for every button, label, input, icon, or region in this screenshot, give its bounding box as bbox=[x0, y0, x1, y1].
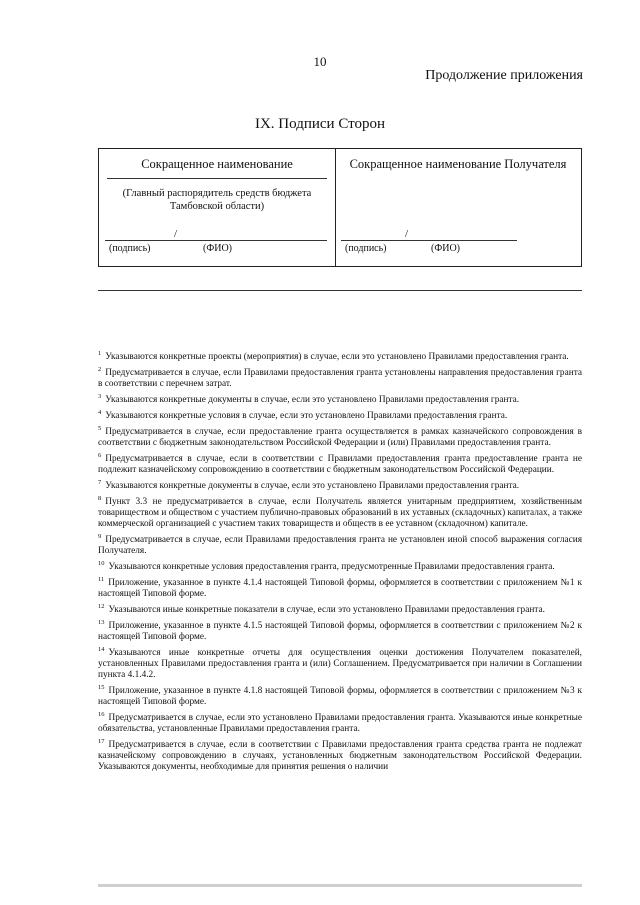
footnote bbox=[98, 618, 582, 643]
footnote bbox=[98, 575, 582, 600]
footnote-text: Указываются конкретные документы в случае, если это установлено Правилами предоставления гранта. bbox=[105, 481, 520, 492]
footnote bbox=[98, 365, 582, 390]
footnote-text: Указываются иные конкретные отчеты для осуществления оценки достижения Получателем показателей, установленных Правилами предоставления гранта и (или) Соглашением. Предусматривается при наличии в Соглашении пункта 4.1.4.2. bbox=[98, 648, 582, 681]
footnotes-list bbox=[98, 349, 582, 775]
grantor-heading: Сокращенное наименование bbox=[141, 157, 293, 171]
footnote-number: 15 bbox=[98, 684, 105, 692]
footnote bbox=[98, 451, 582, 476]
footnote-number: 8 bbox=[98, 495, 102, 503]
footnote bbox=[98, 408, 582, 422]
footnote-text: Пункт 3.3 не предусматривается в случае, если Получатель является унитарным предприятием, хозяйственным товариществом и обществом с участием публично-правовых образований в их уставных (складочных) капиталах, а также коммерческой организацией с участием таких товариществ и обществ в ее уставном (складочном) капитале. bbox=[98, 497, 582, 530]
footnote-number: 17 bbox=[98, 738, 105, 746]
footnote-text: Указываются конкретные документы в случае, если это установлено Правилами предоставления гранта. bbox=[105, 395, 520, 406]
footnote-number: 7 bbox=[98, 479, 102, 487]
footnote-number: 16 bbox=[98, 711, 105, 719]
footnote-text: Предусматривается в случае, если в соответствии с Правилами предоставления гранта предоставление гранта не подлежит казначейскому сопровождению в соответствии с бюджетным законодательством Российской Федерации. bbox=[98, 454, 582, 476]
appendix-continuation-label: Продолжение приложения bbox=[425, 68, 583, 83]
recipient-signature-caption: (подпись) bbox=[345, 243, 387, 254]
footnote-text: Предусматривается в случае, если предоставление гранта осуществляется в рамках казначейского сопровождения в соответствии с бюджетным законодательством Российской Федерации и (или) Правилами предоставления гранта. bbox=[98, 427, 582, 449]
footnote-text: Предусматривается в случае, если это установлено Правилами предоставления гранта. Указываются иные конкретные обязательства, установленные Правилами предоставления гранта. bbox=[98, 713, 582, 735]
page-number: 10 bbox=[313, 54, 327, 69]
footnote bbox=[98, 559, 582, 573]
grantor-subtitle-line2: Тамбовской области) bbox=[169, 201, 265, 212]
grantor-subtitle-line1: (Главный распорядитель средств бюджета bbox=[122, 188, 312, 199]
signatures-table bbox=[98, 148, 582, 267]
recipient-signature-line bbox=[341, 240, 517, 241]
footnote bbox=[98, 645, 582, 681]
footnote-text: Указываются конкретные проекты (мероприятия) в случае, если это установлено Правилами предоставления гранта. bbox=[105, 352, 569, 362]
grantor-signature-caption: (подпись) bbox=[109, 243, 151, 254]
footnote-text: Указываются конкретные условия предоставления гранта, предусмотренные Правилами предоставления гранта. bbox=[108, 562, 555, 573]
footnote-number: 4 bbox=[98, 409, 102, 417]
recipient-heading: Сокращенное наименование Получателя bbox=[349, 157, 567, 171]
footnote-text: Предусматривается в случае, если Правилами предоставления гранта не установлен иной способ выражения согласия Получателя. bbox=[98, 535, 582, 557]
footnote bbox=[98, 478, 582, 492]
recipient-signature-slash: / bbox=[405, 228, 409, 240]
footnote-number: 1 bbox=[98, 350, 102, 357]
footnote-number: 3 bbox=[98, 393, 102, 401]
footnote-text: Предусматривается в случае, если в соответствии с Правилами предоставления гранта средства гранта не подлежат казначейскому сопровождению в случаях, установленных бюджетным законодательством Российской Федерации. Указываются документы, необходимые для принятия решения о наличии bbox=[98, 740, 582, 773]
footnote-text: Предусматривается в случае, если Правилами предоставления гранта установлены направления предоставления гранта в соответствии с перечнем затрат. bbox=[98, 368, 582, 389]
grantor-signature-line bbox=[105, 240, 327, 241]
grantor-signature-slash: / bbox=[174, 228, 178, 240]
footnote bbox=[98, 737, 582, 773]
section-divider bbox=[98, 290, 582, 291]
footnote bbox=[98, 683, 582, 708]
scan-edge-artifact bbox=[98, 884, 582, 887]
section-title: IX. Подписи Сторон bbox=[254, 116, 386, 132]
footnote-text: Приложение, указанное в пункте 4.1.5 настоящей Типовой формы, оформляется в соответствии с приложением №2 к настоящей Типовой форме. bbox=[98, 621, 582, 643]
footnote bbox=[98, 710, 582, 735]
footnote bbox=[98, 494, 582, 530]
grantor-name-line bbox=[107, 178, 327, 179]
grantor-name-caption: (ФИО) bbox=[203, 243, 233, 254]
footnote bbox=[98, 349, 582, 363]
footnote-number: 2 bbox=[98, 366, 102, 374]
signature-block-grantor bbox=[99, 149, 336, 266]
footnote bbox=[98, 424, 582, 449]
footnote-number: 10 bbox=[98, 560, 105, 568]
footnote-number: 14 bbox=[98, 646, 105, 654]
footnote-number: 9 bbox=[98, 533, 102, 541]
footnote-number: 13 bbox=[98, 619, 105, 627]
grantor-subtitle bbox=[99, 187, 335, 213]
recipient-name-caption: (ФИО) bbox=[431, 243, 461, 254]
footnote-number: 6 bbox=[98, 452, 102, 460]
footnote-text: Указываются конкретные условия в случае, если это установлено Правилами предоставления гранта. bbox=[105, 411, 508, 422]
signature-block-recipient bbox=[335, 149, 581, 266]
footnote-number: 11 bbox=[98, 576, 105, 584]
footnote bbox=[98, 392, 582, 406]
footnote-text: Приложение, указанное в пункте 4.1.4 настоящей Типовой формы, оформляется в соответствии с приложением №1 к настоящей Типовой форме. bbox=[98, 578, 582, 600]
footnote bbox=[98, 532, 582, 557]
footnote bbox=[98, 602, 582, 616]
footnote-text: Указываются иные конкретные показатели в случае, если это установлено Правилами предоставления гранта. bbox=[108, 605, 545, 616]
footnote-text: Приложение, указанное в пункте 4.1.8 настоящей Типовой формы, оформляется в соответствии с приложением №3 к настоящей Типовой форме. bbox=[98, 686, 582, 708]
footnote-number: 12 bbox=[98, 603, 105, 611]
footnote-number: 5 bbox=[98, 425, 102, 433]
